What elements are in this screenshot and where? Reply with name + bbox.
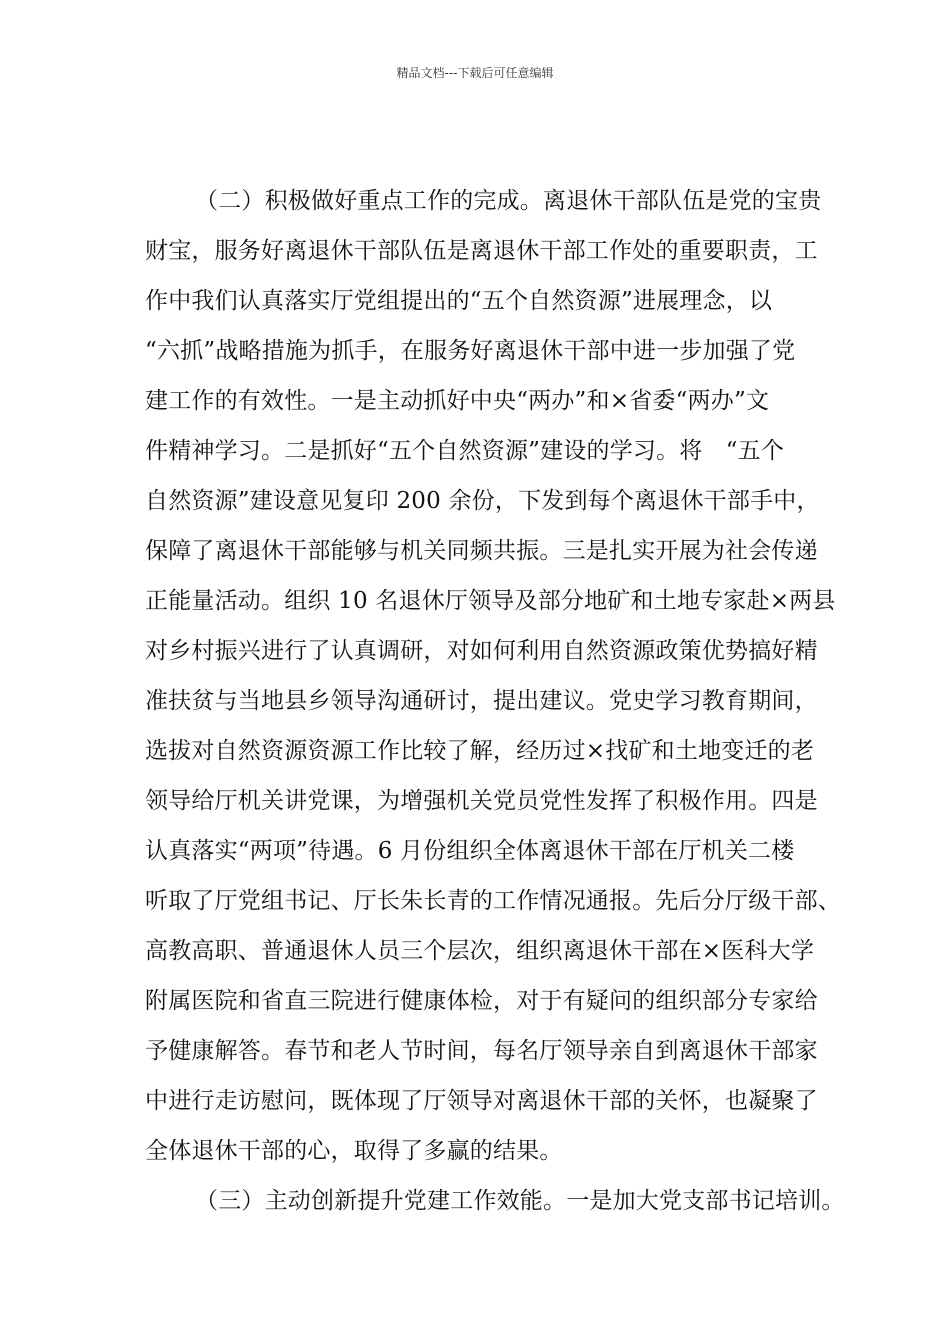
paragraph-2-line-2: 财宝，服务好离退休干部队伍是离退休干部工作处的重要职责，工 <box>145 238 818 264</box>
page-header-watermark: 精品文档---下载后可任意编辑 <box>396 66 554 80</box>
paragraph-2-line-16: 高教高职、普通退休人员三个层次，组织离退休干部在×医科大学 <box>145 938 815 964</box>
paragraph-2-line-11: 准扶贫与当地县乡领导沟通研讨，提出建议。党史学习教育期间， <box>145 688 818 714</box>
paragraph-2-line-6: 件精神学习。二是抓好“五个自然资源”建设的学习。将 “五个 <box>145 438 785 464</box>
paragraph-3-line-1: （三）主动创新提升党建工作效能。一是加大党支部书记培训。 <box>195 1188 845 1214</box>
paragraph-2-line-5: 建工作的有效性。一是主动抓好中央“两办”和×省委“两办”文 <box>145 388 770 414</box>
paragraph-2-line-8: 保障了离退休干部能够与机关同频共振。三是扎实开展为社会传递 <box>145 538 818 564</box>
paragraph-2-line-1: （二）积极做好重点工作的完成。离退休干部队伍是党的宝贵 <box>195 188 822 214</box>
paragraph-2-line-13: 领导给厅机关讲党课，为增强机关党员党性发挥了积极作用。四是 <box>145 788 818 814</box>
paragraph-2-line-19: 中进行走访慰问，既体现了厅领导对离退休干部的关怀，也凝聚了 <box>145 1088 818 1114</box>
paragraph-2-line-15: 听取了厅党组书记、厅长朱长青的工作情况通报。先后分厅级干部、 <box>145 888 841 914</box>
paragraph-2-line-18: 予健康解答。春节和老人节时间，每名厅领导亲自到离退休干部家 <box>145 1038 818 1064</box>
paragraph-2-line-7: 自然资源”建设意见复印 200 余份，下发到每个离退休干部手中， <box>145 488 820 514</box>
document-body <box>145 183 845 1233</box>
paragraph-2-line-10: 对乡村振兴进行了认真调研，对如何利用自然资源政策优势搞好精 <box>145 638 818 664</box>
paragraph-2-line-3: 作中我们认真落实厅党组提出的“五个自然资源”进展理念，以 <box>145 288 773 314</box>
paragraph-2-line-20: 全体退休干部的心，取得了多赢的结果。 <box>145 1138 563 1164</box>
paragraph-2-line-14: 认真落实“两项”待遇。6 月份组织全体离退休干部在厅机关二楼 <box>145 838 795 864</box>
paragraph-2-line-17: 附属医院和省直三院进行健康体检，对于有疑问的组织部分专家给 <box>145 988 818 1014</box>
paragraph-2-line-9: 正能量活动。组织 10 名退休厅领导及部分地矿和土地专家赴×两县 <box>145 588 836 614</box>
paragraph-2-line-12: 选拔对自然资源资源工作比较了解，经历过×找矿和土地变迁的老 <box>145 738 815 764</box>
paragraph-2-line-4: “六抓”战略措施为抓手，在服务好离退休干部中进一步加强了党 <box>145 338 796 364</box>
